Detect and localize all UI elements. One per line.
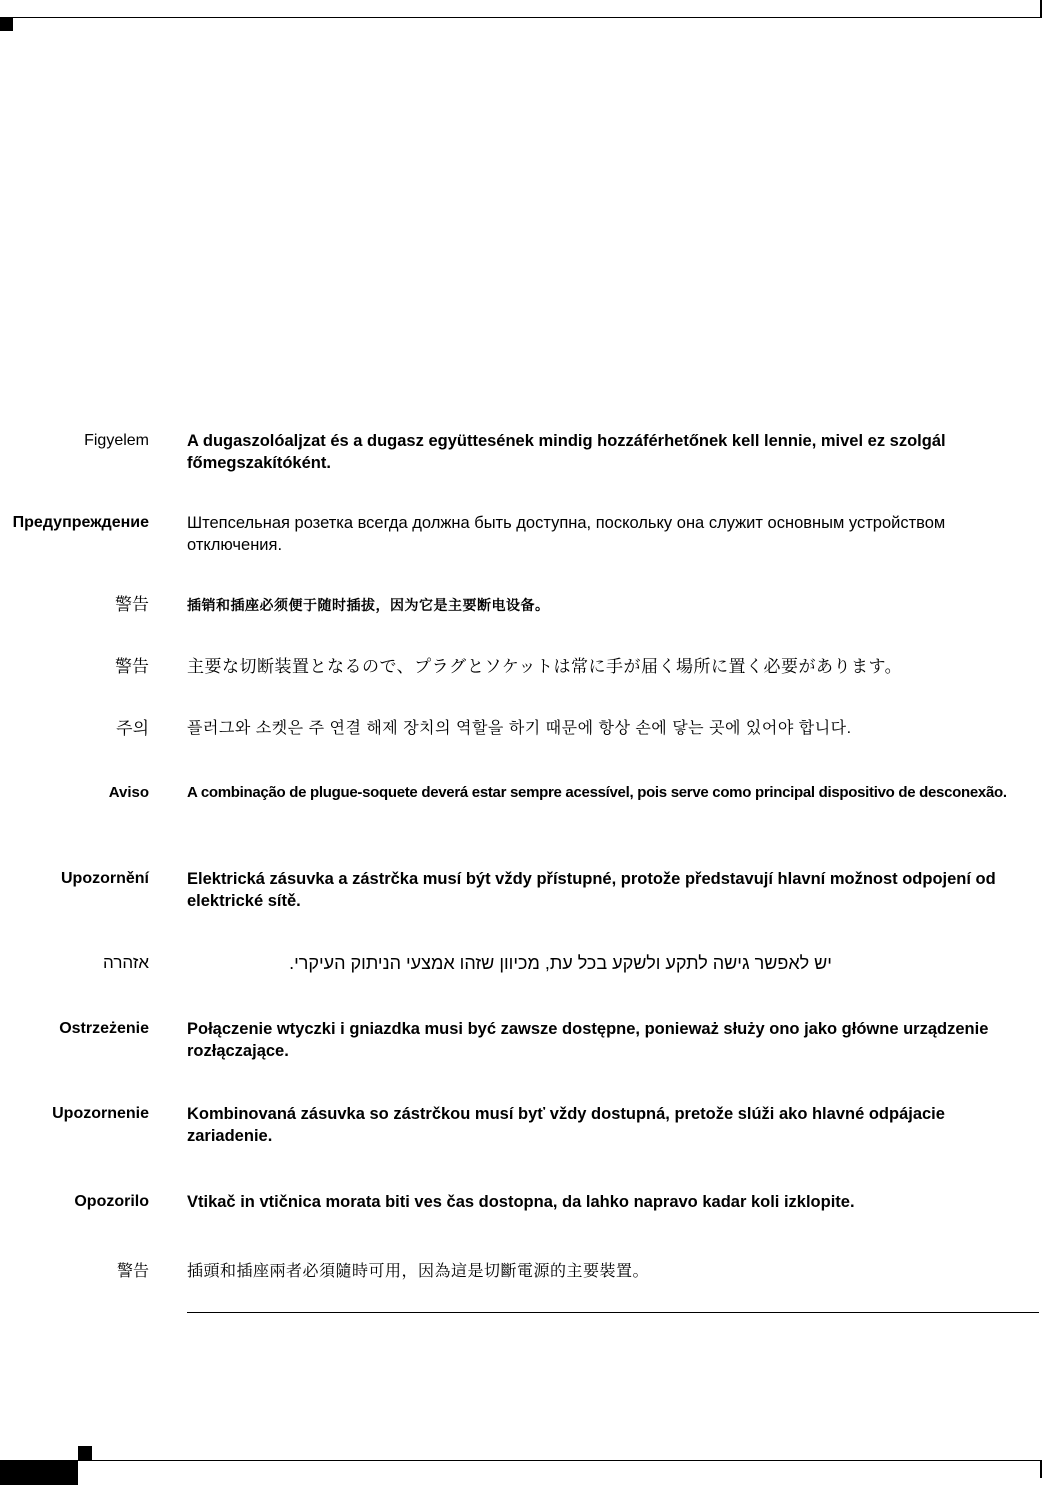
- warning-label: Figyelem: [84, 432, 149, 449]
- warning-text: 插销和插座必须便于随时插拔，因为它是主要断电设备。: [187, 597, 550, 613]
- warning-label: 警告: [116, 1263, 149, 1280]
- warning-label: Upozornění: [61, 870, 149, 887]
- warning-text: Vtikač in vtičnica morata biti ves čas dostopna, da lahko napravo kadar koli izklopite.: [187, 1193, 855, 1211]
- footer-rule: [78, 1460, 1040, 1461]
- warning-label: Aviso: [108, 784, 149, 801]
- warning-label: Предупреждение: [12, 514, 149, 531]
- footer-tab: [0, 1460, 78, 1485]
- warning-text: Połączenie wtyczki i gniazdka musi być zawsze dostępne, ponieważ służy ono jako główne urządzenie rozłączające.: [187, 1020, 989, 1060]
- warning-label: 주의: [116, 719, 149, 738]
- warning-text: 플러그와 소켓은 주 연결 해제 장치의 역할을 하기 때문에 항상 손에 닿는 곳에 있어야 합니다.: [187, 720, 852, 737]
- section-end-rule: [187, 1312, 1039, 1313]
- warning-text: Штепсельная розетка всегда должна быть доступна, поскольку она служит основным устройством отключения.: [187, 514, 946, 554]
- warning-text: 主要な切断装置となるので、プラグとソケットは常に手が届く場所に置く必要があります。: [187, 657, 903, 676]
- warning-label: אזהרה: [103, 953, 149, 972]
- warning-label: Ostrzeżenie: [59, 1020, 149, 1037]
- warning-text: A combinação de plugue-soquete deverá estar sempre acessível, pois serve como principal dispositivo de desconexão.: [187, 784, 1007, 801]
- header-marker: [0, 18, 13, 31]
- header-corner-tick: [1040, 0, 1042, 18]
- warning-text: 插頭和插座兩者必須隨時可用，因為這是切斷電源的主要裝置。: [187, 1263, 650, 1280]
- warning-label: 警告: [115, 657, 149, 676]
- header-rule: [0, 17, 1040, 18]
- footer-corner-tick: [1040, 1460, 1042, 1478]
- warning-label: Opozorilo: [74, 1193, 149, 1210]
- warning-label: Upozornenie: [52, 1105, 149, 1122]
- warning-text: Kombinovaná zásuvka so zástrčkou musí byť vždy dostupná, pretože slúži ako hlavné odpájacie zariadenie.: [187, 1105, 945, 1145]
- footer-marker: [78, 1446, 92, 1460]
- warning-text: Elektrická zásuvka a zástrčka musí být vždy přístupné, protože představují hlavní možnost odpojení od elektrické sítě.: [187, 870, 996, 910]
- warning-text: יש לאפשר גישה לתקע ולשקע בכל עת, מכיוון שזהו אמצעי הניתוק העיקרי.: [289, 953, 832, 973]
- warning-label: 警告: [115, 595, 149, 614]
- warning-text: A dugaszolóaljzat és a dugasz együttesének mindig hozzáférhetőnek kell lennie, mivel ez szolgál főmegszakítóként.: [187, 432, 946, 472]
